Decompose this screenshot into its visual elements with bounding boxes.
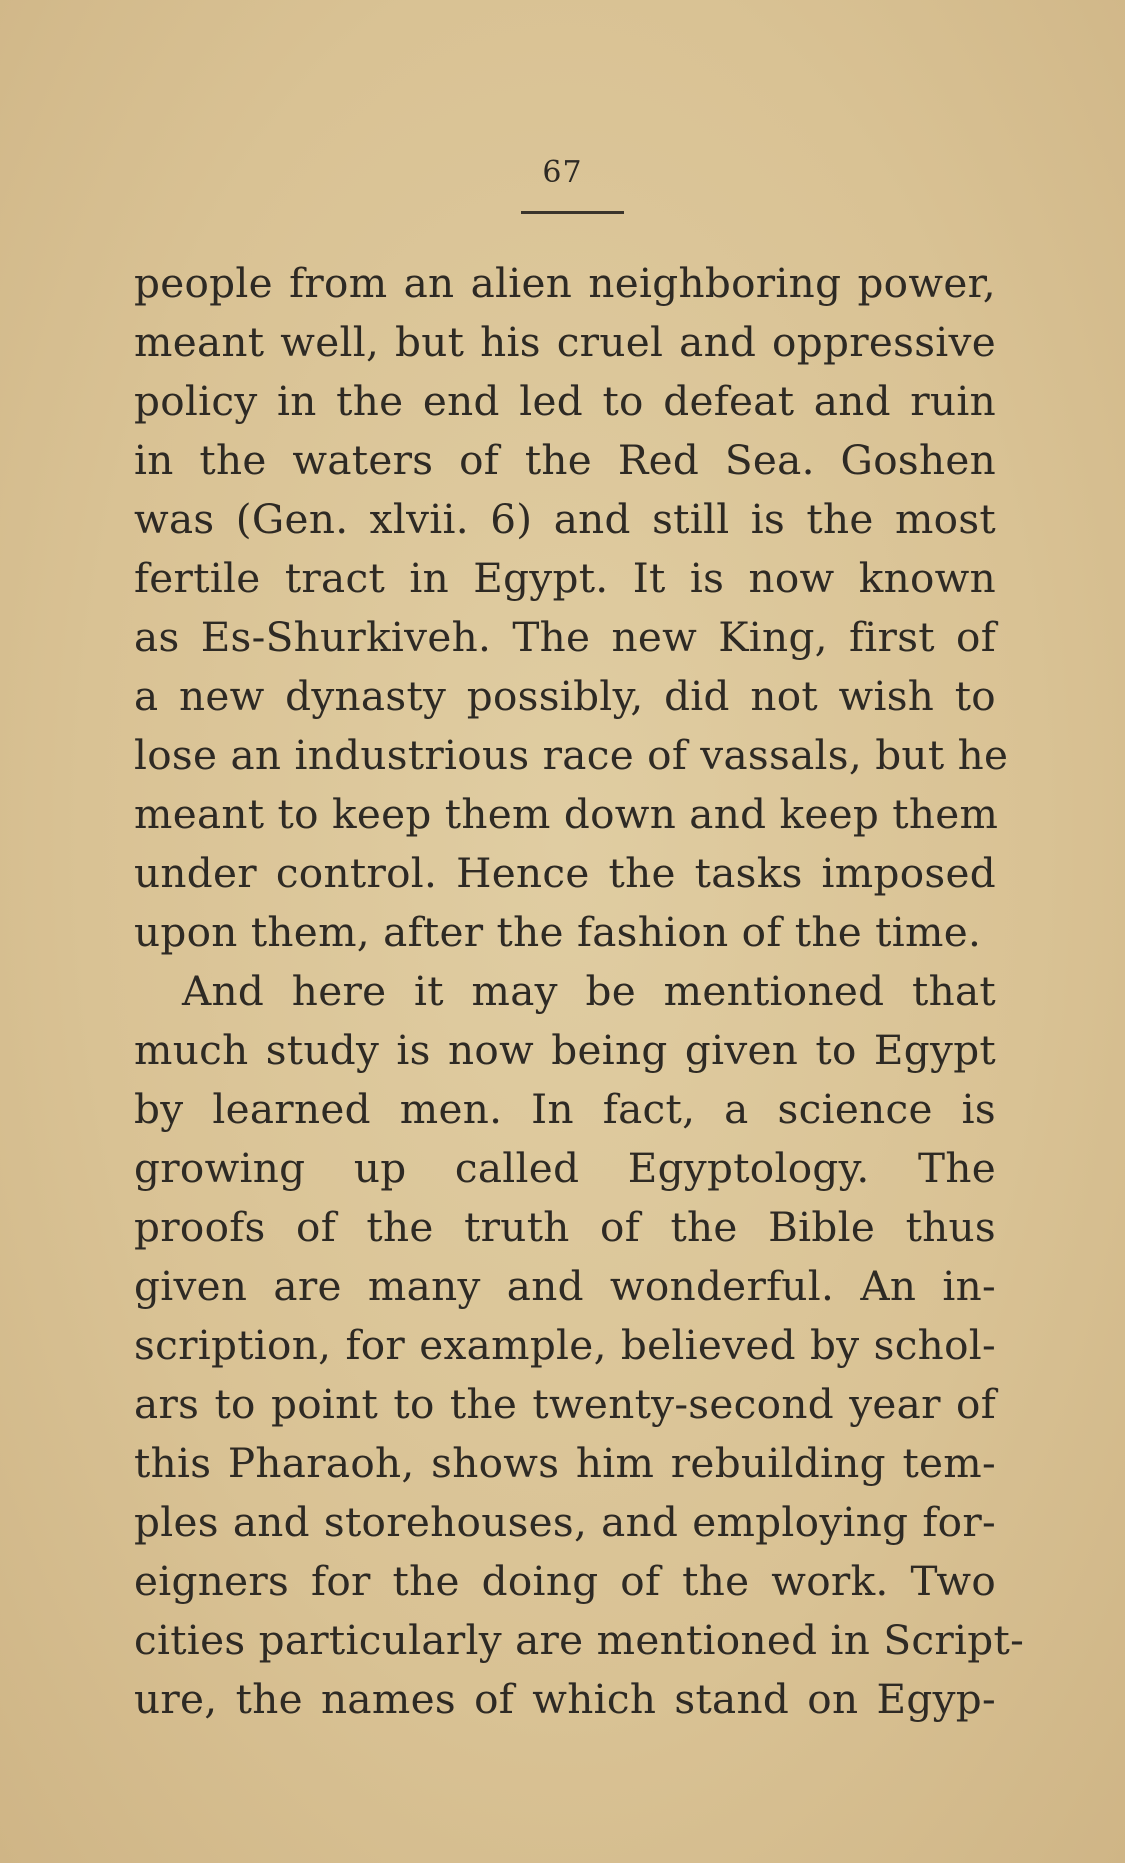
text-line: ure, the names of which stand on Egyp- [134,1675,996,1723]
text-line: ples and storehouses, and employing for- [134,1498,996,1546]
text-line: growing up called Egyptology. The [134,1144,996,1192]
text-line: And here it may be mentioned that [182,967,996,1015]
text-line: cities particularly are mentioned in Script- [134,1616,1025,1664]
text-line: upon them, after the fashion of the time. [134,908,982,956]
text-line: lose an industrious race of vassals, but he [134,731,1009,779]
text-line: by learned men. In fact, a science is [134,1085,996,1133]
text-line: scription, for example, believed by schol- [134,1321,996,1369]
text-line: meant to keep them down and keep them [134,790,999,838]
text-line: policy in the end led to defeat and ruin [134,377,996,425]
body-text [134,254,1025,1729]
text-line: fertile tract in Egypt. It is now known [134,554,996,602]
text-line: in the waters of the Red Sea. Goshen [134,436,996,484]
text-line: a new dynasty possibly, did not wish to [134,672,996,720]
text-line: given are many and wonderful. An in- [134,1262,996,1310]
text-line: this Pharaoh, shows him rebuilding tem- [134,1439,996,1487]
text-line: people from an alien neighboring power, [134,259,996,307]
text-line: proofs of the truth of the Bible thus [134,1203,996,1251]
text-line: ars to point to the twenty-second year of [134,1380,996,1428]
page-number: 67 [542,155,583,190]
text-line: eigners for the doing of the work. Two [134,1557,996,1605]
text-line: as Es-Shurkiveh. The new King, first of [134,613,996,661]
text-line: under control. Hence the tasks imposed [134,849,996,897]
text-line: much study is now being given to Egypt [134,1026,996,1074]
text-line: meant well, but his cruel and oppressive [134,318,996,366]
header-rule [521,211,624,214]
text-line: was (Gen. xlvii. 6) and still is the most [134,495,996,543]
